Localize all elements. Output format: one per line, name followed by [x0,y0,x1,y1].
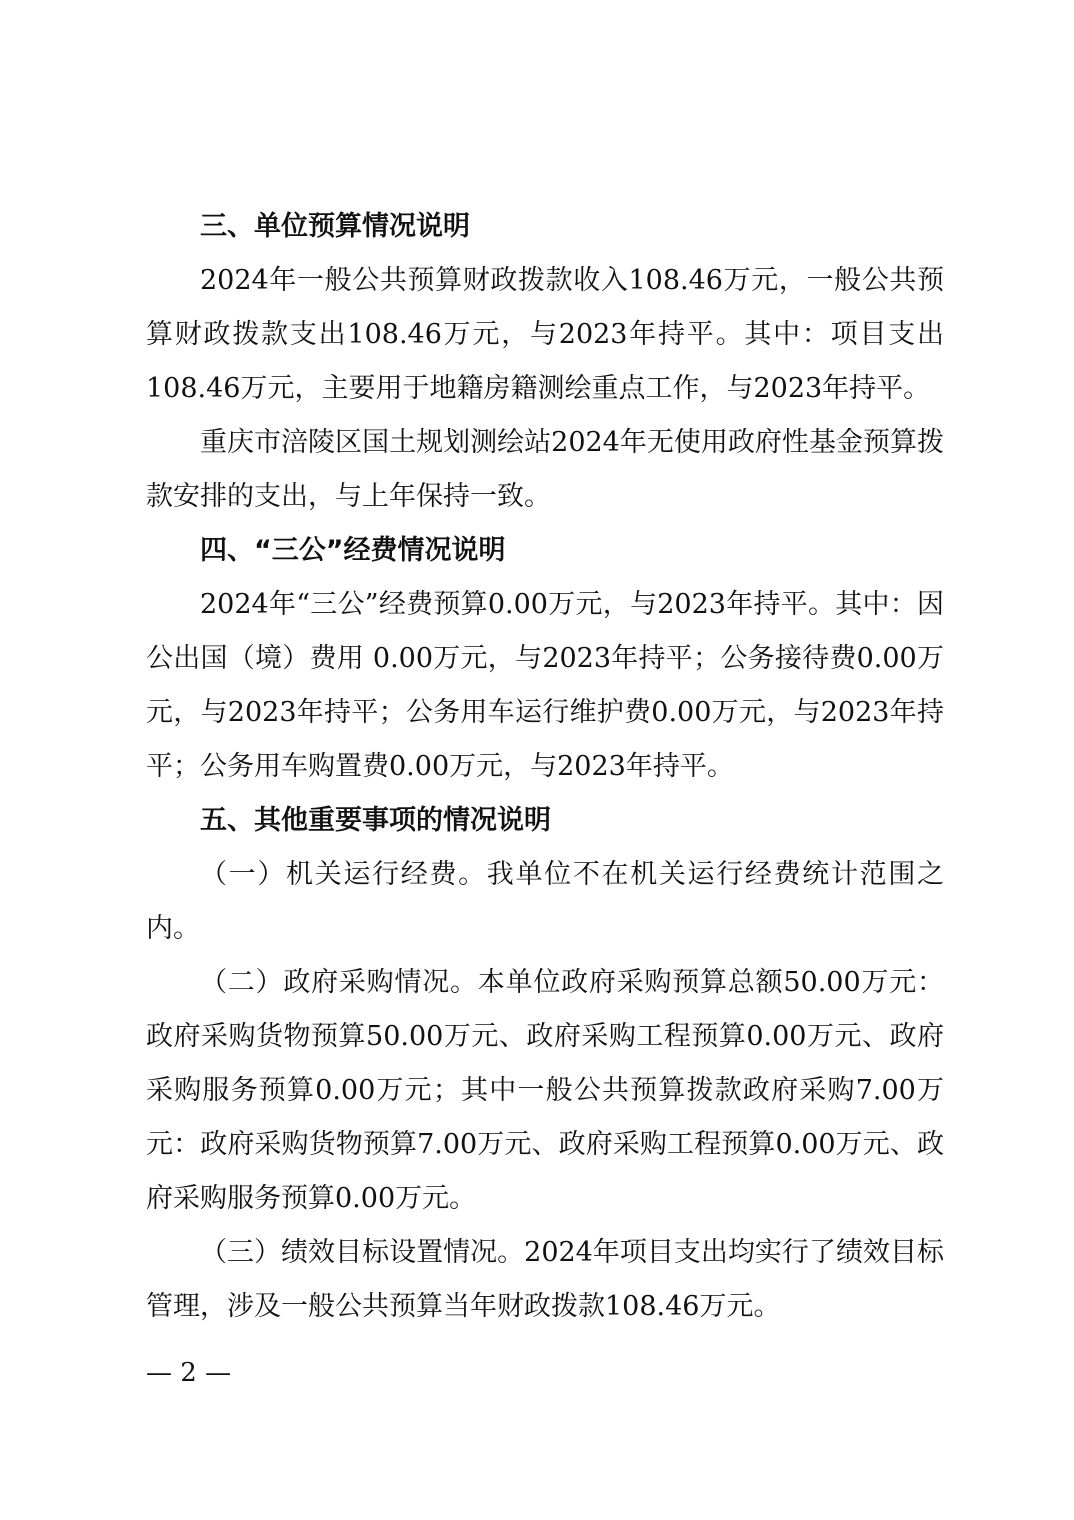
section-heading-other-matters: 五、其他重要事项的情况说明 [200,805,551,836]
paragraph-operating-expenses: （一）机关运行经费。我单位不在机关运行经费统计范围之内。 [146,859,944,944]
paragraph-performance-targets: （三）绩效目标设置情况。2024年项目支出均实行了绩效目标管理，涉及一般公共预算当年财政拨款108.46万元。 [146,1237,944,1322]
paragraph-three-public-expenses: 2024年“三公”经费预算0.00万元，与2023年持平。其中：因公出国（境）费用 0.00万元，与2023年持平；公务接待费0.00万元，与2023年持平；公务用车运行维护费0.00万元，与2023年持平；公务用车购置费0.00万元，与2023年持平。 [146,589,944,782]
paragraph-fund-budget: 重庆市涪陵区国土规划测绘站2024年无使用政府性基金预算拨款安排的支出，与上年保持一致。 [146,427,944,512]
section-heading-budget: 三、单位预算情况说明 [200,211,470,242]
section-heading-three-public: 四、“三公”经费情况说明 [200,535,506,566]
document-body [146,200,944,1334]
paragraph-government-procurement: （二）政府采购情况。本单位政府采购预算总额50.00万元：政府采购货物预算50.00万元、政府采购工程预算0.00万元、政府采购服务预算0.00万元；其中一般公共预算拨款政府采购7.00万元：政府采购货物预算7.00万元、政府采购工程预算0.00万元、政府采购服务预算0.00万元。 [146,967,944,1214]
page-number: — 2 — [146,1358,232,1388]
paragraph-budget-income: 2024年一般公共预算财政拨款收入108.46万元，一般公共预算财政拨款支出108.46万元，与2023年持平。其中：项目支出108.46万元，主要用于地籍房籍测绘重点工作，与2023年持平。 [146,265,944,404]
